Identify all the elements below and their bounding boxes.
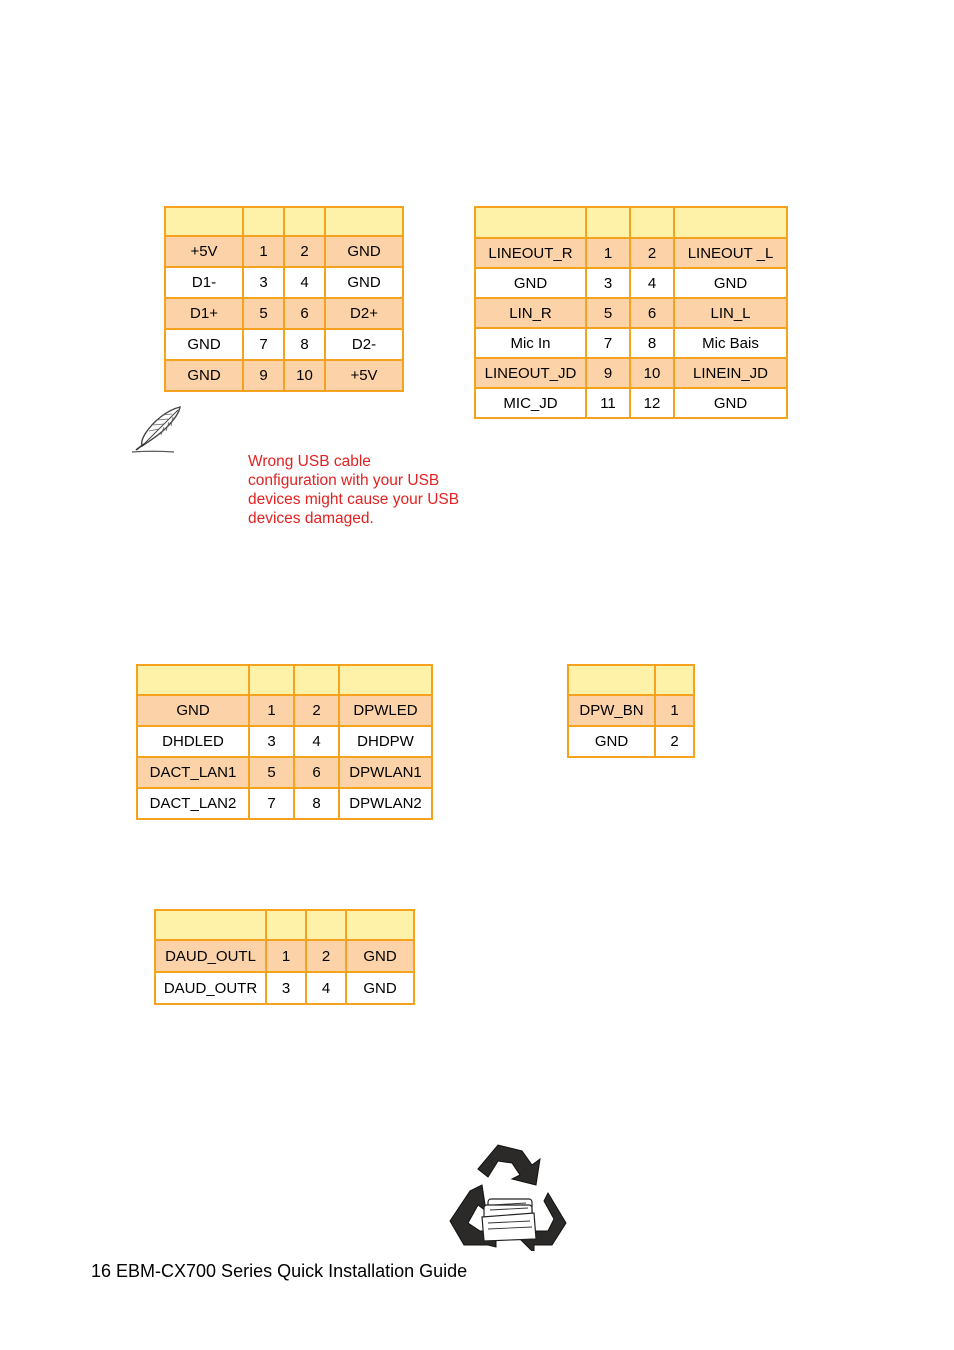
table-row <box>165 298 403 329</box>
pin-number-cell: 1 <box>249 695 294 726</box>
signal-cell: LIN_L <box>674 298 787 328</box>
signal-cell: LINEOUT_R <box>475 238 586 268</box>
signal-cell: DAUD_OUTR <box>155 972 266 1004</box>
signal-cell: LINEOUT _L <box>674 238 787 268</box>
table-row <box>568 695 694 726</box>
pin-number-cell: 4 <box>284 267 325 298</box>
header-cell <box>325 207 403 236</box>
header-cell <box>266 910 306 940</box>
pin-number-cell: 4 <box>630 268 674 298</box>
pin-number-cell: 9 <box>586 358 630 388</box>
table-row <box>475 298 787 328</box>
pin-number-cell: 10 <box>630 358 674 388</box>
digital-audio-pin-table <box>154 909 415 1005</box>
table-header-row <box>165 207 403 236</box>
header-cell <box>568 665 655 695</box>
table-row <box>475 238 787 268</box>
signal-cell: D2- <box>325 329 403 360</box>
pin-number-cell: 1 <box>586 238 630 268</box>
pin-number-cell: 5 <box>586 298 630 328</box>
signal-cell: LINEIN_JD <box>674 358 787 388</box>
signal-cell: +5V <box>325 360 403 391</box>
pin-number-cell: 2 <box>306 940 346 972</box>
signal-cell: Mic Bais <box>674 328 787 358</box>
header-cell <box>586 207 630 238</box>
pin-number-cell: 10 <box>284 360 325 391</box>
pin-number-cell: 2 <box>630 238 674 268</box>
header-cell <box>165 207 243 236</box>
pin-number-cell: 1 <box>266 940 306 972</box>
signal-cell: D1- <box>165 267 243 298</box>
pin-number-cell: 4 <box>294 726 339 757</box>
header-cell <box>630 207 674 238</box>
table-header-row <box>475 207 787 238</box>
signal-cell: DPWLAN2 <box>339 788 432 819</box>
table-row <box>155 972 414 1004</box>
signal-cell: GND <box>568 726 655 757</box>
table-row <box>165 267 403 298</box>
signal-cell: GND <box>346 940 414 972</box>
table-row <box>475 388 787 418</box>
table-row <box>137 726 432 757</box>
header-cell <box>249 665 294 695</box>
pin-number-cell: 2 <box>655 726 694 757</box>
usb-warning-note: Wrong USB cable configuration with your USB devices might cause your USB devices damaged. <box>248 453 460 527</box>
header-cell <box>155 910 266 940</box>
header-cell <box>137 665 249 695</box>
signal-cell: DHDPW <box>339 726 432 757</box>
table-row <box>137 695 432 726</box>
page-footer: 16 EBM-CX700 Series Quick Installation Guide <box>91 1261 468 1281</box>
pin-number-cell: 5 <box>249 757 294 788</box>
pin-number-cell: 5 <box>243 298 284 329</box>
table-row <box>475 268 787 298</box>
pin-number-cell: 3 <box>586 268 630 298</box>
header-cell <box>306 910 346 940</box>
signal-cell: GND <box>325 267 403 298</box>
audio-pin-table <box>474 206 788 419</box>
table-header-row <box>155 910 414 940</box>
power-button-pin-table <box>567 664 695 758</box>
pin-number-cell: 9 <box>243 360 284 391</box>
signal-cell: GND <box>137 695 249 726</box>
pin-number-cell: 1 <box>243 236 284 267</box>
table-header-row <box>568 665 694 695</box>
signal-cell: LINEOUT_JD <box>475 358 586 388</box>
signal-cell: D1+ <box>165 298 243 329</box>
pin-number-cell: 6 <box>294 757 339 788</box>
signal-cell: DPW_BN <box>568 695 655 726</box>
table-row <box>137 757 432 788</box>
signal-cell: Mic In <box>475 328 586 358</box>
signal-cell: GND <box>674 268 787 298</box>
signal-cell: MIC_JD <box>475 388 586 418</box>
led-pin-table <box>136 664 433 820</box>
pin-number-cell: 3 <box>249 726 294 757</box>
signal-cell: DACT_LAN2 <box>137 788 249 819</box>
header-cell <box>674 207 787 238</box>
feather-pen-icon <box>128 404 186 456</box>
pin-number-cell: 8 <box>630 328 674 358</box>
header-cell <box>655 665 694 695</box>
pin-number-cell: 2 <box>284 236 325 267</box>
table-row <box>137 788 432 819</box>
signal-cell: GND <box>674 388 787 418</box>
table-row <box>475 358 787 388</box>
pin-number-cell: 7 <box>586 328 630 358</box>
table-row <box>165 360 403 391</box>
pin-number-cell: 2 <box>294 695 339 726</box>
signal-cell: GND <box>325 236 403 267</box>
header-cell <box>284 207 325 236</box>
table-row <box>165 236 403 267</box>
signal-cell: GND <box>165 360 243 391</box>
signal-cell: LIN_R <box>475 298 586 328</box>
header-cell <box>294 665 339 695</box>
header-cell <box>339 665 432 695</box>
pin-number-cell: 6 <box>284 298 325 329</box>
pin-number-cell: 4 <box>306 972 346 1004</box>
pin-number-cell: 3 <box>243 267 284 298</box>
signal-cell: DACT_LAN1 <box>137 757 249 788</box>
pin-number-cell: 7 <box>243 329 284 360</box>
pin-number-cell: 1 <box>655 695 694 726</box>
recycle-logo-icon <box>448 1143 568 1251</box>
table-row <box>165 329 403 360</box>
table-header-row <box>137 665 432 695</box>
pin-number-cell: 12 <box>630 388 674 418</box>
pin-number-cell: 8 <box>284 329 325 360</box>
table-row <box>568 726 694 757</box>
signal-cell: DPWLED <box>339 695 432 726</box>
signal-cell: GND <box>165 329 243 360</box>
header-cell <box>243 207 284 236</box>
signal-cell: +5V <box>165 236 243 267</box>
table-row <box>475 328 787 358</box>
pin-number-cell: 3 <box>266 972 306 1004</box>
pin-number-cell: 6 <box>630 298 674 328</box>
table-row <box>155 940 414 972</box>
signal-cell: DHDLED <box>137 726 249 757</box>
signal-cell: GND <box>346 972 414 1004</box>
signal-cell: DPWLAN1 <box>339 757 432 788</box>
signal-cell: GND <box>475 268 586 298</box>
signal-cell: DAUD_OUTL <box>155 940 266 972</box>
header-cell <box>475 207 586 238</box>
usb-pin-table <box>164 206 404 392</box>
pin-number-cell: 7 <box>249 788 294 819</box>
pin-number-cell: 11 <box>586 388 630 418</box>
signal-cell: D2+ <box>325 298 403 329</box>
pin-number-cell: 8 <box>294 788 339 819</box>
header-cell <box>346 910 414 940</box>
